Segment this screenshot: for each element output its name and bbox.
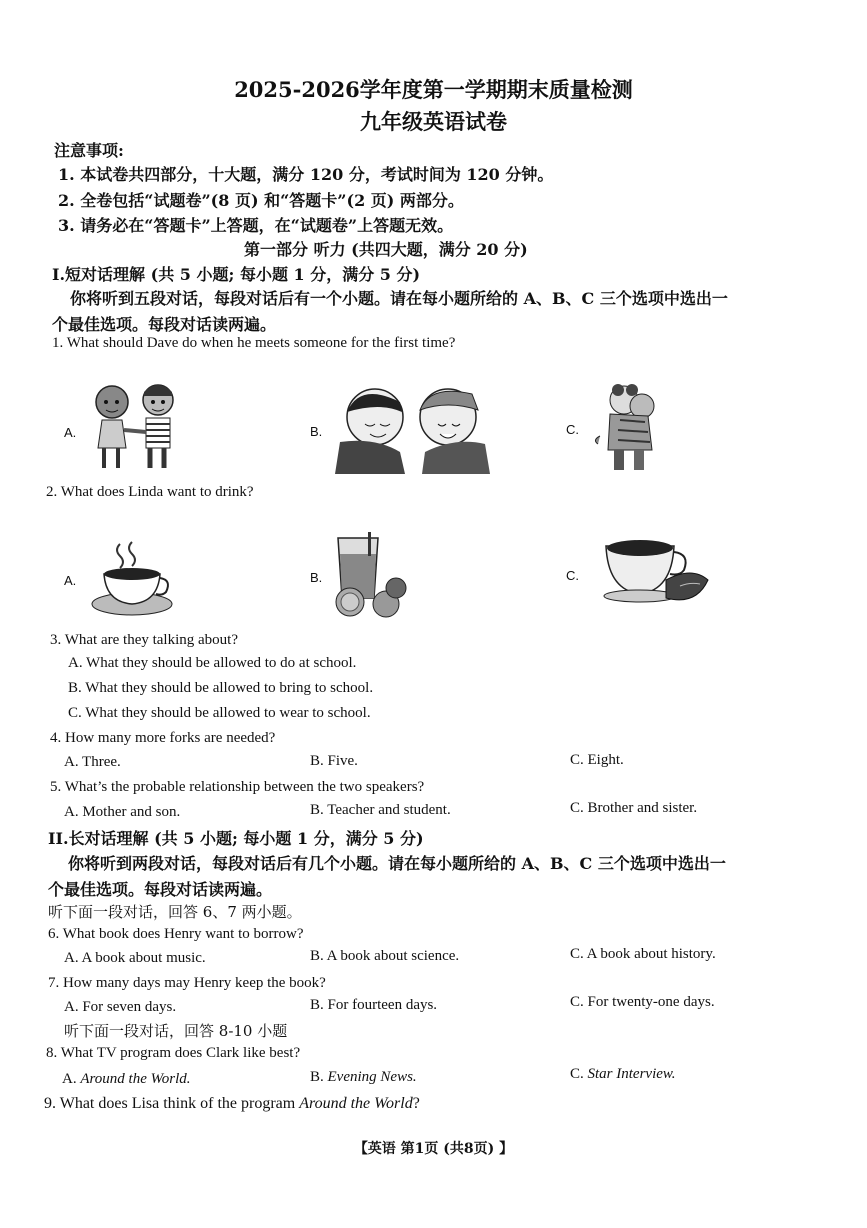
q8-option-a-title: Around the World. [80,1071,191,1087]
q6-option-a: A. A book about music. [64,950,206,966]
q1-option-b-label: B. [310,424,323,439]
section-instruction-2a: 你将听到两段对话，每段对话后有几个小题。请在每小题所给的 A、B、C 三个选项中选出一 [68,854,726,873]
q8-option-c [570,1066,676,1083]
q2-option-b-label: B. [310,570,323,585]
notice-item-1: 1. 本试卷共四部分，十大题，满分 120 分，考试时间为 120 分钟。 [58,165,554,184]
q8-option-b-title: Evening News. [327,1069,417,1085]
orange-juice-illustration [330,532,410,618]
question-6: 6. What book does Henry want to borrow? [48,926,304,942]
exam-subtitle: 九年级英语试卷 [360,109,507,134]
q5-option-a: A. Mother and son. [64,804,181,820]
shaking-hands-illustration [84,380,189,475]
section-instruction-2b: 个最佳选项。每段对话读两遍。 [48,880,273,899]
q8-option-c-letter: C. [570,1066,584,1082]
question-5: 5. What’s the probable relationship between the two speakers? [50,779,425,795]
section-instruction-1b: 个最佳选项。每段对话读两遍。 [52,315,277,334]
q8-option-a-letter: A. [62,1071,77,1087]
q3-option-c: C. What they should be allowed to wear to school. [68,705,371,721]
q8-option-c-title: Star Interview. [587,1066,676,1082]
exam-title: 2025-2026学年度第一学期期末质量检测 [234,77,633,102]
q7-option-c: C. For twenty-one days. [570,994,715,1010]
q3-option-a: A. What they should be allowed to do at school. [68,655,357,671]
q6-option-b: B. A book about science. [310,948,460,964]
q8-option-b [310,1069,417,1086]
section-instruction-1a: 你将听到五段对话，每段对话后有一个小题。请在每小题所给的 A、B、C 三个选项中选出一 [70,289,728,308]
q2-option-c-label: C. [566,568,579,583]
question-3: 3. What are they talking about? [50,632,238,648]
q6-option-c: C. A book about history. [570,946,716,962]
hugging-illustration [590,380,675,474]
question-9-suffix: ? [412,1095,420,1112]
q5-option-c: C. Brother and sister. [570,800,698,816]
bowing-illustration [330,382,495,474]
section-heading-1: I.短对话理解 (共 5 小题; 每小题 1 分，满分 5 分) [52,265,421,284]
part-heading: 第一部分 听力 (共四大题，满分 20 分) [244,240,528,259]
q4-option-a: A. Three. [64,754,121,770]
q8-option-b-letter: B. [310,1069,324,1085]
question-8: 8. What TV program does Clark like best? [46,1045,301,1061]
q7-option-a: A. For seven days. [64,999,177,1015]
question-1: 1. What should Dave do when he meets someone for the first time? [52,335,456,351]
question-9-title: Around the World [299,1095,413,1112]
q5-option-b: B. Teacher and student. [310,802,451,818]
q8-option-a [62,1071,191,1088]
question-4: 4. How many more forks are needed? [50,730,276,746]
q1-option-c-label: C. [566,422,579,437]
q4-option-c: C. Eight. [570,752,624,768]
page-footer: 【英语 第1页 (共8页) 】 [353,1141,514,1157]
section-heading-2: II.长对话理解 (共 5 小题; 每小题 1 分，满分 5 分) [48,829,424,848]
notice-item-2: 2. 全卷包括“试题卷”(8 页) 和“答题卡”(2 页) 两部分。 [58,191,464,210]
notice-heading: 注意事项: [54,141,124,160]
question-9 [44,1095,420,1113]
question-2: 2. What does Linda want to drink? [46,484,254,500]
notice-item-3: 3. 请务必在“答题卡”上答题，在“试题卷”上答题无效。 [58,216,454,235]
coffee-cup-illustration [90,540,175,618]
question-9-prefix: 9. What does Lisa think of the program [44,1095,300,1112]
q7-option-b: B. For fourteen days. [310,997,438,1013]
q3-option-b: B. What they should be allowed to bring to school. [68,680,374,696]
question-7: 7. How many days may Henry keep the book? [48,975,326,991]
dialogue-2-note: 听下面一段对话，回答 8-10 小题 [64,1022,288,1040]
tea-cup-illustration [600,536,712,616]
q4-option-b: B. Five. [310,753,358,769]
q1-option-a-label: A. [64,425,77,440]
q2-option-a-label: A. [64,573,77,588]
dialogue-1-note: 听下面一段对话，回答 6、7 两小题。 [48,903,302,921]
